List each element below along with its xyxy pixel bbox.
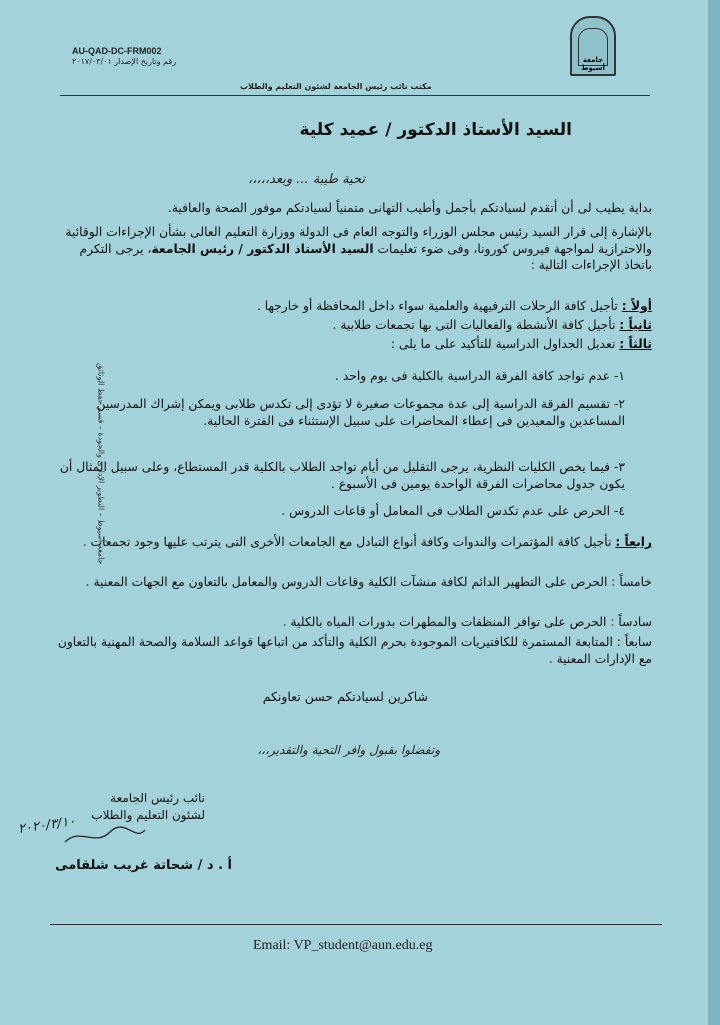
- margin-note: جامعة أسيوط – التطوير الإدارى والجودة – قسم حفظ الوثائق: [96, 363, 106, 565]
- footer-email: Email: VP_student@aun.edu.eg: [253, 938, 433, 953]
- header-divider: [60, 95, 650, 96]
- item-text: الحرص على توافر المنظفات والمطهرات بدورات المياه بالكلية .: [282, 615, 607, 629]
- item-label: ثالثاً :: [619, 337, 652, 351]
- context-end: ، يرجى التكرم باتخاذ الإجراءات التالية :: [79, 241, 652, 273]
- item-text: تأجيل كافة الرحلات الترفيهية والعلمية سواء داخل المحافظة أو خارجها .: [256, 299, 618, 313]
- item-text: تعديل الجداول الدراسية للتأكيد على ما يلى :: [390, 337, 616, 351]
- item-text: تأجيل كافة الأنشطة والفعاليات التى بها تجمعات طلابية .: [332, 318, 616, 332]
- sub-item: ٤- الحرص على عدم تكدس الطلاب فى المعامل أو قاعات الدروس .: [281, 504, 625, 518]
- thanks-line: شاكرين لسيادتكم حسن تعاونكم: [262, 689, 428, 704]
- sub-item: ١- عدم تواجد كافة الفرقة الدراسية بالكلية فى يوم واحد .: [335, 369, 625, 383]
- sub-item: ٢- تقسيم الفرقة الدراسية إلى عدة مجموعات صغيرة لا تؤدى إلى تكدس طلابى ويمكن إشراك المدرسين المساعدين والمعيدين فى إعطاء المحاضرات على سبيل الإستثناء فى الفترة الحالية.: [96, 397, 625, 428]
- list-item: [52, 614, 652, 631]
- university-logo: [570, 16, 616, 76]
- greeting: تحية طيبة ... وبعد،،،،،: [248, 172, 365, 187]
- list-item: [52, 534, 652, 551]
- intro-paragraph: بداية يطيب لى أن أتقدم لسيادتكم بأجمل وأطيب التهانى متمنياً لسيادتكم موفور الصحة والعافية.: [167, 201, 652, 215]
- list-item: [52, 634, 652, 667]
- item-label: رابعاً :: [615, 535, 652, 549]
- footer-divider: [50, 924, 662, 925]
- sub-item: ٣- فيما يخص الكليات النظرية، يرجى التقليل من أيام تواجد الطلاب بالكلية قدر المستطاع، وعلى سبيل المثال أن يكون جدول محاضرات الفرقة الواحدة يومين فى الأسبوع .: [59, 460, 625, 491]
- signature-block: [91, 790, 205, 824]
- item-text: تأجيل كافة المؤتمرات والندوات وكافة أنواع التبادل مع الجامعات الأخرى التى يترتب عليها وجود تجمعات .: [82, 535, 612, 549]
- item-text: المتابعة المستمرة للكافتيريات الموجودة بحرم الكلية والتأكد من اتباعها قواعد السلامة والصحة المهنية بالتعاون مع الإدارات المعنية .: [57, 635, 652, 666]
- context-emphasis: السيد الأستاذ الدكتور / رئيس الجامعة: [151, 241, 374, 256]
- list-item: [52, 298, 652, 315]
- signer-office: لشئون التعليم والطلاب: [91, 807, 205, 822]
- item-text: الحرص على التطهير الدائم لكافة منشآت الكلية وقاعات الدروس والمعامل بالتعاون مع الجهات المعنية .: [85, 575, 608, 589]
- context-paragraph: [52, 224, 652, 274]
- signer-title: نائب رئيس الجامعة: [110, 791, 205, 805]
- addressee: السيد الأستاذ الدكتور / عميد كلية: [299, 120, 572, 140]
- list-item: [52, 574, 652, 591]
- item-label: ثانياً :: [619, 318, 652, 332]
- handwritten-date: ٢٠٢٠/٣/١٠: [17, 814, 77, 837]
- signer-name: أ . د / شحاتة غريب شلقامى: [55, 858, 232, 873]
- handwritten-signature: [60, 822, 150, 852]
- context-text: بالإشارة إلى قرار السيد رئيس مجلس الوزراء والتوجه العام فى الدولة ووزارة التعليم العالى بشأن الإجراءات الوقائية والاحترازية لمواجهة فيروس كورونا، وفى ضوء تعليمات: [65, 225, 652, 256]
- list-item: [52, 336, 652, 353]
- issue-date: رقم وتاريخ الإصدار ٢٠١٧/٠٣/٠١: [72, 57, 177, 66]
- form-code: AU-QAD-DC-FRM002: [72, 46, 162, 56]
- list-item: [52, 317, 652, 334]
- item-label: خامساً :: [611, 575, 652, 589]
- item-label: سابعاً :: [616, 635, 652, 649]
- closing-line: وتفضلوا بقبول وافر التحية والتقدير،،،: [257, 743, 440, 757]
- logo-text: جامعة أسيوط: [581, 56, 605, 72]
- page-edge: [708, 0, 720, 1025]
- item-label: سادساً :: [610, 615, 652, 629]
- office-title: مكتب نائب رئيس الجامعة لشئون التعليم والطلاب: [240, 82, 432, 91]
- item-label: أولاً :: [621, 299, 652, 313]
